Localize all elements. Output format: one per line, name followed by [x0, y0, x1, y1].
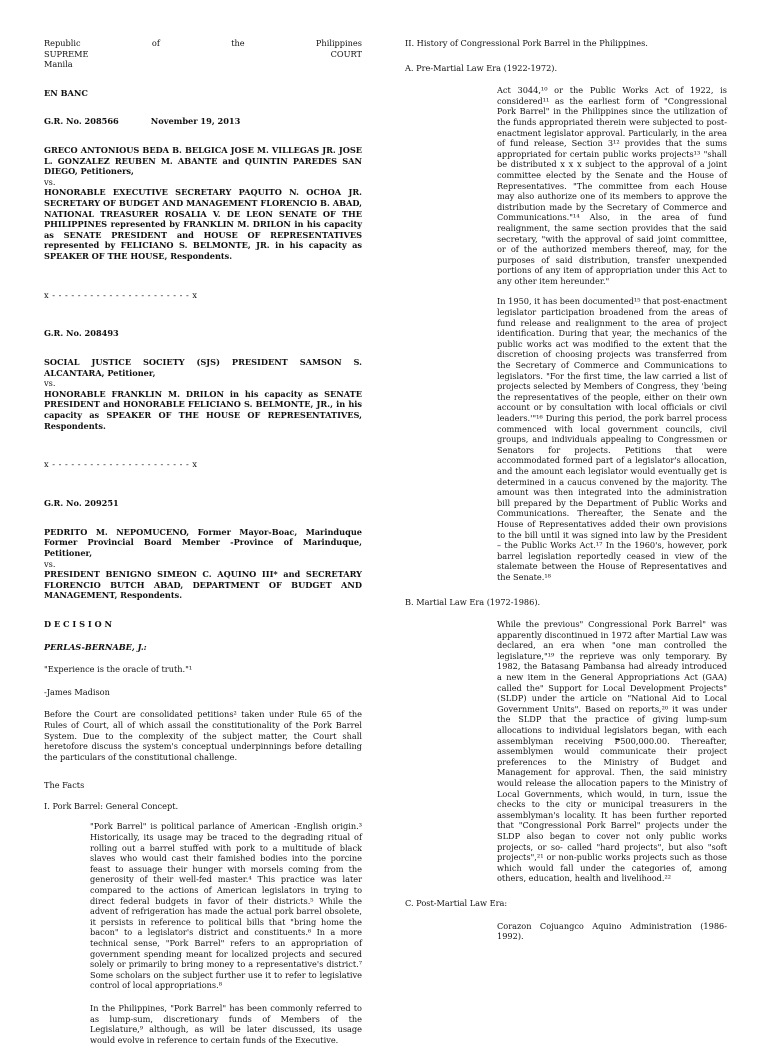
right-column [405, 38, 727, 942]
section-b-heading: B. Martial Law Era (1972-1986). [405, 596, 541, 607]
pork-barrel-concept-paragraph: "Pork Barrel" is political parlance of American -English origin.³ Historically, its usage may be traced to the degrading ritual of rolling out a barrel stuffed with pork to a multitude of black slaves who would cast their famished bodies into the porcine feast to assuage their hunger with morsels coming from the generosity of their well-fed master.⁴ This practice was later compared to the actions of American legislators in trying to direct federal budgets in favor of their districts.⁵ While the advent of refrigeration has made the actual pork barrel obsolete, it persists in reference to political bills that "bring home the bacon" to a legislator's district and constituents.⁶ In a more technical sense, "Pork Barrel" refers to an appropriation of government spending meant for localized projects and secured solely or primarily to bring money to a representative's district.⁷ Some scholars on the subject further use it to refer to legislative control of local appropriations.⁸ [90, 821, 362, 991]
header-manila: Manila [44, 59, 73, 70]
martial-law-paragraph: While the previous" Congressional Pork Barrel" was apparently discontinued in 1972 after Martial Law was declared, an era when "one man controlled the legislature,"¹⁹ the reprieve was only temporary. By 1982, the Batasang Pambansa had already introduced a new item in the General Appropriations Act (GAA) called the" Support for Local Development Projects" (SLDP) under the article on "National Aid to Local Government Units". Based on reports,²⁰ it was under the SLDP that the practice of giving lump-sum allocations to individual legislators began, with each assemblyman receiving ₱500,000.00. Thereafter, assemblymen would communicate their project preferences to the Ministry of Budget and Management for approval. Then, the said ministry would release the allocation papers to the Ministry of Local Governments, which would, in turn, issue the checks to the city or municipal treasurers in the assemblyman's locality. It has been further reported that "Congressional Pork Barrel" projects under the SLDP also began to cover not only public works projects, or so- called "hard projects", but also "soft projects",²¹ or non-public works projects such as those which would fall under the categories of, among others, education, health and livelihood.²² [497, 619, 727, 884]
case2-respondents: HONORABLE FRANKLIN M. DRILON in his capacity as SENATE PRESIDENT and HONORABLE FELICIANO S. BELMONTE, JR., in his capacity as SPEAKER OF THE HOUSE OF REPRESENTATIVES, Respondents. [44, 388, 362, 431]
case1-respondents: HONORABLE EXECUTIVE SECRETARY PAQUITO N. OCHOA JR. SECRETARY OF BUDGET AND MANAGEMENT FLORENCIO B. ABAD, NATIONAL TREASURER ROSALIA V. DE LEON SENATE OF THE PHILIPPINES represented by FRANKLIN M. DRILON in his capacity as SENATE PRESIDENT and HOUSE OF REPRESENTATIVES represented by FELICIANO S. BELMONTE, JR. in his capacity as SPEAKER OF THE HOUSE, Respondents. [44, 187, 362, 261]
court-header-line [44, 38, 362, 49]
epigraph-quote: "Experience is the oracle of truth."¹ [44, 664, 193, 675]
case2-vs: vs. [44, 378, 56, 389]
pre-martial-law-paragraph-2: In 1950, it has been documented¹⁵ that post-enactment legislator participation broadened from the areas of fund release and realignment to the area of project identification. During that year, the mechanics of the public works act was modified to the extent that the discretion of choosing projects was transferred from the Secretary of Commerce and Communications to legislators. "For the first time, the law carried a list of projects selected by Members of Congress, they 'being the representatives of the people, either on their own account or by consultation with local officials or civil leaders.'"¹⁶ During this period, the pork barrel process commenced with local government councils, civil groups, and individuals appealing to Congressmen or Senators for projects. Petitions that were accommodated formed part of a legislator's allocation, and the amount each legislator would eventually get is determined in a caucus convened by the majority. The amount was then integrated into the administration bill prepared by the Department of Public Works and Communications. Thereafter, the Senate and the House of Representatives added their own provisions to the bill until it was signed into law by the President – the Public Works Act.¹⁷ In the 1960's, however, pork barrel legislation reportedly ceased in view of the stalemate between the House of Representatives and the Senate.¹⁸ [497, 296, 727, 582]
case1-date: November 19, 2013 [150, 116, 241, 127]
en-banc-label: EN BANC [44, 87, 88, 98]
header-philippines: Philippines [315, 38, 362, 48]
decision-heading: D E C I S I O N [44, 618, 112, 629]
case3-petitioners: PEDRITO M. NEPOMUCENO, Former Mayor-Boac, Marinduque Former Provincial Board Member -Province of Marinduque, Petitioner, [44, 526, 362, 558]
section-a-heading: A. Pre-Martial Law Era (1922-1972). [405, 62, 558, 73]
case1-line [44, 116, 362, 127]
section-1-heading: I. Pork Barrel: General Concept. [44, 800, 179, 811]
case2-number: G.R. No. 208493 [44, 328, 119, 339]
section-c-heading: C. Post-Martial Law Era: [405, 897, 508, 908]
separator-2: x - - - - - - - - - - - - - - - - - - - - - - x [44, 459, 198, 470]
case3-respondents: PRESIDENT BENIGNO SIMEON C. AQUINO III* and SECRETARY FLORENCIO BUTCH ABAD, DEPARTMENT OF BUDGET AND MANAGEMENT, Respondents. [44, 569, 362, 601]
header-court: COURT [330, 48, 362, 59]
left-column [44, 38, 362, 1045]
epigraph-author: -James Madison [44, 686, 110, 697]
case1-petitioners: GRECO ANTONIOUS BEDA B. BELGICA JOSE M. VILLEGAS JR. JOSE L. GONZALEZ REUBEN M. ABANTE and QUINTIN PAREDES SAN DIEGO, Petitioners, [44, 144, 362, 177]
header-the: the [231, 38, 245, 48]
section-2-heading: II. History of Congressional Pork Barrel in the Philippines. [405, 38, 648, 48]
case2-petitioners: SOCIAL JUSTICE SOCIETY (SJS) PRESIDENT SAMSON S. ALCANTARA, Petitioner, [44, 357, 362, 378]
aquino-administration-line: Corazon Cojuangco Aquino Administration (1986-1992). [497, 920, 727, 942]
case3-vs: vs. [44, 558, 56, 569]
ponente: PERLAS-BERNABE, J.: [44, 641, 147, 652]
separator-1: x - - - - - - - - - - - - - - - - - - - - - - x [44, 289, 198, 300]
header-republic: Republic [44, 38, 81, 48]
case1-number: G.R. No. 208566 [44, 116, 119, 127]
intro-paragraph: Before the Court are consolidated petitions² taken under Rule 65 of the Rules of Court, all of which assail the constitutionality of the Pork Barrel System. Due to the complexity of the subject matter, the Court shall heretofore discuss the system's conceptual underpinnings before detailing the particulars of the constitutional challenge. [44, 709, 362, 762]
case3-number: G.R. No. 209251 [44, 498, 119, 509]
philippines-usage-paragraph: In the Philippines, "Pork Barrel" has been commonly referred to as lump-sum, discretionary funds of Members of the Legislature,⁹ although, as will be later discussed, its usage would evolve in reference to certain funds of the Executive. [90, 1002, 362, 1045]
case1-vs: vs. [44, 176, 56, 187]
facts-heading: The Facts [44, 780, 85, 791]
pre-martial-law-paragraph-1: Act 3044,¹⁰ or the Public Works Act of 1922, is considered¹¹ as the earliest form of "Congressional Pork Barrel" in the Philippines since the utilization of the funds appropriated therein were subjected to post-enactment legislator approval. Particularly, in the area of fund release, Section 3¹² provides that the sums appropriated for certain public works projects¹³ "shall be distributed x x x subject to the approval of a joint committee elected by the Senate and the House of Representatives. "The committee from each House may also authorize one of its members to approve the distribution made by the Secretary of Commerce and Communications."¹⁴ Also, in the area of fund realignment, the same section provides that the said secretary, "with the approval of said joint committee, or of the authorized members thereof, may, for the purposes of said distribution, transfer unexpended portions of any item of appropriation under this Act to any other item hereunder." [497, 85, 727, 286]
header-supreme: SUPREME [44, 48, 89, 59]
court-name-line [44, 49, 362, 60]
header-of: of [151, 38, 160, 48]
